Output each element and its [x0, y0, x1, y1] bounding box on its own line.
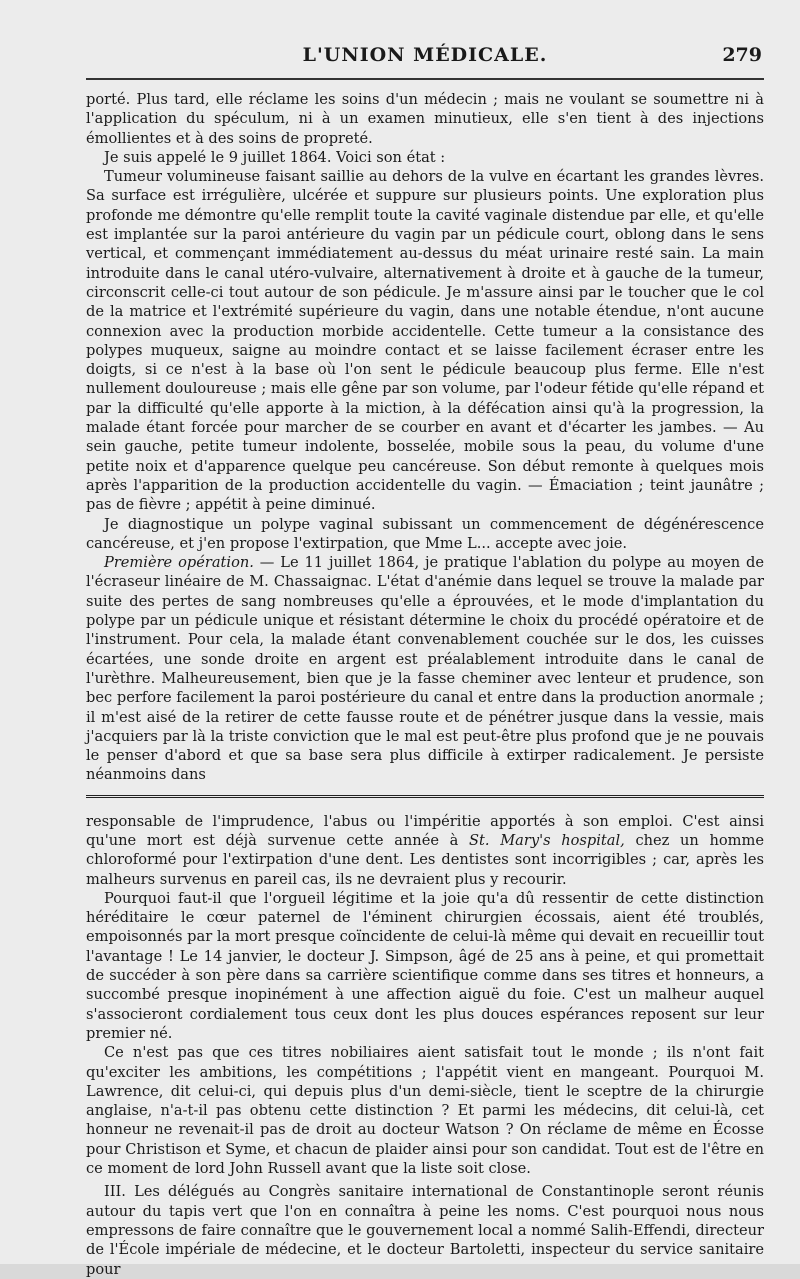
feuilleton-paragraph	[86, 812, 764, 889]
article-paragraph: Je suis appelé le 9 juillet 1864. Voici son état :	[104, 148, 446, 166]
article-paragraph: Je diagnostique un polype vaginal subissant un commencement de dégénérescence cancéreuse, et j'en propose l'extirpation, que Mme L... accepte avec joie.	[86, 515, 764, 552]
article-paragraph: porté. Plus tard, elle réclame les soins d'un médecin ; mais ne voulant se soumettre ni à l'application du spéculum, ni à un examen minutieux, elle s'en tient à des injections émollientes et à des soins de propreté.	[86, 91, 764, 147]
page-number: 279	[722, 44, 762, 66]
feuilleton-paragraph: III. Les délégués au Congrès sanitaire international de Constantinople seront réunis autour du tapis vert que l'on en connaîtra à peine les noms. C'est pourquoi nous nous empressons de faire connaître que le gouvernement local a nommé Salih-Effendi, directeur de l'École impériale de médecine, et le docteur Bartoletti, inspecteur du service sanitaire pour	[86, 1183, 764, 1278]
feuilleton-paragraph: Pourquoi faut-il que l'orgueil légitime et la joie qu'a dû ressentir de cette distinction héréditaire le cœur paternel de l'éminent chirurgien écossais, aient été troublés, empoisonnés par la mort presque coïncidente de celui-là même qui devait en recueillir tout l'avantage ! Le 14 janvier, le docteur J. Simpson, âgé de 25 ans à peine, et qui promettait de succéder à son père dans sa carrière scientifique comme dans ses titres et honneurs, a succombé presque inopinément à une affection aiguë du foie. C'est un malheur auquel s'associeront cordialement tous ceux dont les plus douces espérances reposent sur leur premier né.	[86, 889, 764, 1042]
article-paragraph: Tumeur volumineuse faisant saillie au dehors de la vulve en écartant les grandes lèvres. Sa surface est irrégulière, ulcérée et suppure sur plusieurs points. Une exploration plus profonde me démontre qu'elle remplit toute la cavité vaginale distendue par elle, et qu'elle est implantée sur la paroi antérieure du vagin par un pédicule court, oblong dans le sens vertical, et commençant immédiatement au-dessus du méat urinaire resté sain. La main introduite dans le canal utéro-vulvaire, alternativement à droite et à gauche de la tumeur, circonscrit celle-ci tout autour de son pédicule. Je m'assure ainsi par le toucher que le col de la matrice et l'extrémité supérieure du vagin, dans une notable étendue, n'ont aucune connexion avec la production morbide accidentelle. Cette tumeur a la consistance des polypes muqueux, saigne au moindre contact et se laisse facilement écraser entre les doigts, si ce n'est à la base où l'on sent le pédicule beaucoup plus ferme. Elle n'est nullement douloureuse ; mais elle gêne par son volume, par l'odeur fétide qu'elle répand et par la difficulté qu'elle apporte à la miction, à la défécation ainsi qu'à la progression, la malade étant forcée pour marcher de se courber en avant et d'écarter les jambes. — Au sein gauche, petite tumeur indolente, bosselée, mobile sous la peau, du volume d'une petite noix et d'apparence quelque peu cancéreuse. Son début remonte à quelques mois après l'apparition de la production accidentelle du vagin. — Émaciation ; teint jaunâtre ; pas de fièvre ; appétit à peine diminué.	[86, 168, 764, 514]
section-text: — Le 11 juillet 1864, je pratique l'ablation du polype au moyen de l'écraseur linéaire de M. Chassaignac. L'état d'anémie dans lequel se trouve la malade par suite des pertes de sang nombreuses qu'elle a éprouvées, et le mode d'implantation du polype par un pédicule unique et résistant détermine le choix du procédé opératoire et de l'instrument. Pour cela, la malade étant convenablement couchée sur le dos, les cuisses écartées, une sonde droite en argent est préalablement introduite dans le canal de l'urèthre. Malheureusement, bien que je la fasse cheminer avec lenteur et prudence, son bec perfore facilement la paroi postérieure du canal et entre dans la production anormale ; il m'est aisé de la retirer de cette fausse route et de pénétrer jusque dans la vessie, mais j'acquiers par là la triste conviction que le mal est peut-être plus profond que je ne pouvais le penser d'abord et que sa base sera plus difficile à extirper radicalement. Je persiste néanmoins dans	[86, 554, 764, 784]
feuilleton-body	[86, 812, 764, 1279]
section-lead: Première opération.	[104, 554, 254, 572]
hospital-name: St. Mary's hospital,	[469, 831, 625, 849]
feuilleton-paragraph: Ce n'est pas que ces titres nobiliaires aient satisfait tout le monde ; ils n'ont fait qu'exciter les ambitions, les compétitions ; l'appétit vient en mangeant. Pourquoi M. Lawrence, dit celui-ci, qui depuis plus d'un demi-siècle, tient le sceptre de la chirurgie anglaise, n'a-t-il pas obtenu cette distinction ? Et parmi les médecins, dit celui-là, cet honneur ne revenait-il pas de droit au docteur Watson ? On réclame de même en Écosse pour Christison et Syme, et chacun de plaider ainsi pour son candidat. Tout est de l'être en ce moment de lord John Russell avant que la liste soit close.	[86, 1044, 764, 1178]
article-paragraph	[86, 553, 764, 785]
running-title: L'UNION MÉDICALE.	[302, 44, 548, 66]
feuilleton-text: responsable de l'imprudence, l'abus ou l'impéritie apportés à son emploi. C'est ainsi qu'une mort est déjà survenue cette année à	[86, 812, 764, 849]
page-header	[86, 40, 764, 80]
article-body	[86, 90, 764, 785]
feuilleton-text: chez un homme chloroformé pour l'extirpation d'une dent. Les dentistes sont incorrigibles ; car, après les malheurs survenus en pareil cas, ils ne devraient plus y recourir.	[86, 831, 764, 888]
feuilleton-divider	[86, 795, 764, 800]
